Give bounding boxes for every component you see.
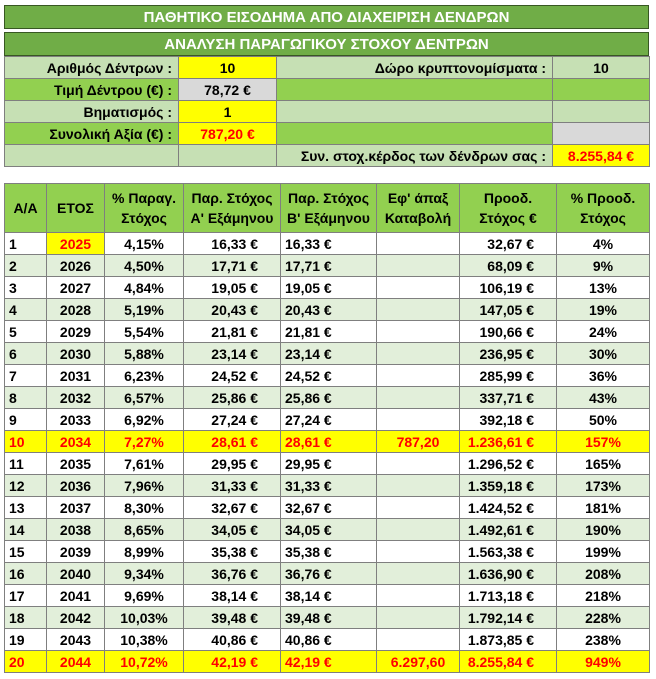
- cell-year[interactable]: 2029: [47, 321, 105, 343]
- cell-target-b[interactable]: 20,43 €: [281, 299, 377, 321]
- cell-percent[interactable]: 10,03%: [105, 607, 184, 629]
- cell-progressive-percent[interactable]: 9%: [557, 255, 650, 277]
- cell-year[interactable]: 2031: [47, 365, 105, 387]
- cell-index[interactable]: 1: [5, 233, 47, 255]
- table-row: [5, 255, 650, 277]
- cell-year[interactable]: 2044: [47, 651, 105, 673]
- cell-target-b[interactable]: 23,14 €: [281, 343, 377, 365]
- cell-target-a[interactable]: 34,05 €: [184, 519, 281, 541]
- cell-index[interactable]: 3: [5, 277, 47, 299]
- price-label: Τιμή Δέντρου (€) :: [5, 79, 179, 101]
- cell-percent[interactable]: 5,54%: [105, 321, 184, 343]
- cell-target-b[interactable]: 16,33 €: [281, 233, 377, 255]
- cell-target-b[interactable]: 25,86 €: [281, 387, 377, 409]
- cell-target-a[interactable]: 24,52 €: [184, 365, 281, 387]
- cell-year[interactable]: 2027: [47, 277, 105, 299]
- total-label: Συνολική Αξία (€) :: [5, 123, 179, 145]
- cell-progressive[interactable]: 190,66 €: [460, 321, 557, 343]
- cell-year[interactable]: 2026: [47, 255, 105, 277]
- cell-progressive[interactable]: 68,09 €: [460, 255, 557, 277]
- cell-lump-sum[interactable]: [377, 387, 460, 409]
- cell-progressive-percent[interactable]: 218%: [557, 585, 650, 607]
- cell-percent[interactable]: 4,15%: [105, 233, 184, 255]
- cell-progressive-percent[interactable]: 43%: [557, 387, 650, 409]
- cell-target-a[interactable]: 32,67 €: [184, 497, 281, 519]
- cell-target-b[interactable]: 17,71 €: [281, 255, 377, 277]
- header-percent: % Παραγ. Στόχος: [105, 184, 184, 233]
- page-title: ΠΑΘΗΤΙΚΟ ΕΙΣΟΔΗΜΑ ΑΠΟ ΔΙΑΧΕΙΡΙΣΗ ΔΕΝΔΡΩΝ: [4, 5, 649, 29]
- profit-value: 8.255,84 €: [553, 145, 650, 167]
- cell-index[interactable]: 19: [5, 629, 47, 651]
- cell-target-a[interactable]: 16,33 €: [184, 233, 281, 255]
- cell-progressive-percent[interactable]: 208%: [557, 563, 650, 585]
- cell-target-a[interactable]: 17,71 €: [184, 255, 281, 277]
- table-row: [5, 321, 650, 343]
- cell-year[interactable]: 2043: [47, 629, 105, 651]
- summary-table: [4, 56, 650, 167]
- cell-year[interactable]: 2025: [47, 233, 105, 255]
- header-lump-sum: Εφ' άπαξ Καταβολή: [377, 184, 460, 233]
- empty-cell: [179, 145, 277, 167]
- cell-lump-sum[interactable]: [377, 541, 460, 563]
- cell-percent[interactable]: 7,96%: [105, 475, 184, 497]
- cell-index[interactable]: 15: [5, 541, 47, 563]
- cell-target-a[interactable]: 25,86 €: [184, 387, 281, 409]
- cell-target-b[interactable]: 42,19 €: [281, 651, 377, 673]
- cell-lump-sum[interactable]: [377, 299, 460, 321]
- table-row: [5, 585, 650, 607]
- cell-target-b[interactable]: 31,33 €: [281, 475, 377, 497]
- page-subtitle: ΑΝΑΛΥΣΗ ΠΑΡΑΓΩΓΙΚΟΥ ΣΤΟΧΟΥ ΔΕΝΤΡΩΝ: [4, 32, 649, 56]
- price-value: 78,72 €: [179, 79, 277, 101]
- table-row: [5, 629, 650, 651]
- table-row: [5, 475, 650, 497]
- table-row: [5, 343, 650, 365]
- cell-progressive-percent[interactable]: 238%: [557, 629, 650, 651]
- table-row: [5, 497, 650, 519]
- cell-target-b[interactable]: 24,52 €: [281, 365, 377, 387]
- cell-progressive-percent[interactable]: 24%: [557, 321, 650, 343]
- cell-target-a[interactable]: 35,38 €: [184, 541, 281, 563]
- cell-progressive-percent[interactable]: 13%: [557, 277, 650, 299]
- cell-lump-sum[interactable]: [377, 233, 460, 255]
- cell-progressive-percent[interactable]: 181%: [557, 497, 650, 519]
- cell-percent[interactable]: 7,61%: [105, 453, 184, 475]
- cell-progressive[interactable]: 1.492,61 €: [460, 519, 557, 541]
- empty-cell: [553, 79, 650, 101]
- cell-lump-sum[interactable]: [377, 497, 460, 519]
- trees-label: Αριθμός Δέντρων :: [5, 57, 179, 79]
- cell-target-b[interactable]: 27,24 €: [281, 409, 377, 431]
- cell-index[interactable]: 12: [5, 475, 47, 497]
- cell-progressive[interactable]: 1.236,61 €: [460, 431, 557, 453]
- cell-lump-sum[interactable]: [377, 409, 460, 431]
- header-progressive-percent: % Προοδ. Στόχος: [557, 184, 650, 233]
- cell-percent[interactable]: 6,92%: [105, 409, 184, 431]
- cell-percent[interactable]: 10,72%: [105, 651, 184, 673]
- cell-progressive-percent[interactable]: 949%: [557, 651, 650, 673]
- header-progressive: Προοδ. Στόχος €: [460, 184, 557, 233]
- cell-progressive[interactable]: 106,19 €: [460, 277, 557, 299]
- table-row: [5, 453, 650, 475]
- projection-table: [4, 183, 650, 673]
- cell-year[interactable]: 2030: [47, 343, 105, 365]
- cell-percent[interactable]: 9,69%: [105, 585, 184, 607]
- cell-percent[interactable]: 8,30%: [105, 497, 184, 519]
- cell-year[interactable]: 2034: [47, 431, 105, 453]
- cell-lump-sum[interactable]: [377, 321, 460, 343]
- cell-target-b[interactable]: 32,67 €: [281, 497, 377, 519]
- empty-cell: [277, 79, 553, 101]
- cell-target-a[interactable]: 23,14 €: [184, 343, 281, 365]
- table-row: [5, 365, 650, 387]
- cell-progressive[interactable]: 1.359,18 €: [460, 475, 557, 497]
- cell-target-b[interactable]: 34,05 €: [281, 519, 377, 541]
- cell-target-a[interactable]: 29,95 €: [184, 453, 281, 475]
- cell-percent[interactable]: 6,23%: [105, 365, 184, 387]
- cell-year[interactable]: 2028: [47, 299, 105, 321]
- cell-year[interactable]: 2042: [47, 607, 105, 629]
- cell-progressive[interactable]: 285,99 €: [460, 365, 557, 387]
- cell-progressive[interactable]: 1.792,14 €: [460, 607, 557, 629]
- cell-lump-sum[interactable]: [377, 453, 460, 475]
- cell-lump-sum[interactable]: [377, 365, 460, 387]
- table-row: [5, 387, 650, 409]
- cell-year[interactable]: 2038: [47, 519, 105, 541]
- cell-lump-sum[interactable]: [377, 255, 460, 277]
- cell-progressive[interactable]: 147,05 €: [460, 299, 557, 321]
- cell-progressive[interactable]: 1.424,52 €: [460, 497, 557, 519]
- empty-cell: [553, 123, 650, 145]
- step-label: Βηματισμός :: [5, 101, 179, 123]
- cell-percent[interactable]: 4,84%: [105, 277, 184, 299]
- cell-lump-sum[interactable]: [377, 629, 460, 651]
- table-row: [5, 563, 650, 585]
- cell-progressive-percent[interactable]: 30%: [557, 343, 650, 365]
- table-row: [5, 233, 650, 255]
- cell-target-a[interactable]: 39,48 €: [184, 607, 281, 629]
- trees-value[interactable]: 10: [179, 57, 277, 79]
- cell-index[interactable]: 17: [5, 585, 47, 607]
- header-target-b: Παρ. Στόχος Β' Εξάμηνου: [281, 184, 377, 233]
- cell-target-b[interactable]: 40,86 €: [281, 629, 377, 651]
- cell-index[interactable]: 2: [5, 255, 47, 277]
- cell-progressive[interactable]: 1.873,85 €: [460, 629, 557, 651]
- cell-lump-sum[interactable]: [377, 277, 460, 299]
- cell-target-b[interactable]: 21,81 €: [281, 321, 377, 343]
- cell-year[interactable]: 2040: [47, 563, 105, 585]
- cell-target-b[interactable]: 19,05 €: [281, 277, 377, 299]
- cell-progressive[interactable]: 236,95 €: [460, 343, 557, 365]
- empty-cell: [277, 101, 553, 123]
- cell-index[interactable]: 13: [5, 497, 47, 519]
- cell-year[interactable]: 2036: [47, 475, 105, 497]
- cell-progressive-percent[interactable]: 228%: [557, 607, 650, 629]
- step-value[interactable]: 1: [179, 101, 277, 123]
- cell-target-a[interactable]: 31,33 €: [184, 475, 281, 497]
- cell-year[interactable]: 2033: [47, 409, 105, 431]
- cell-year[interactable]: 2032: [47, 387, 105, 409]
- table-row: [5, 651, 650, 673]
- cell-index[interactable]: 18: [5, 607, 47, 629]
- table-row: [5, 277, 650, 299]
- cell-lump-sum[interactable]: [377, 475, 460, 497]
- cell-index[interactable]: 10: [5, 431, 47, 453]
- cell-percent[interactable]: 4,50%: [105, 255, 184, 277]
- cell-progressive[interactable]: 392,18 €: [460, 409, 557, 431]
- cell-progressive-percent[interactable]: 173%: [557, 475, 650, 497]
- cell-percent[interactable]: 5,88%: [105, 343, 184, 365]
- cell-target-a[interactable]: 40,86 €: [184, 629, 281, 651]
- table-header-row: [5, 184, 650, 233]
- empty-cell: [553, 101, 650, 123]
- cell-index[interactable]: 16: [5, 563, 47, 585]
- cell-progressive-percent[interactable]: 165%: [557, 453, 650, 475]
- cell-progressive-percent[interactable]: 50%: [557, 409, 650, 431]
- cell-year[interactable]: 2041: [47, 585, 105, 607]
- cell-target-a[interactable]: 21,81 €: [184, 321, 281, 343]
- cell-target-a[interactable]: 42,19 €: [184, 651, 281, 673]
- header-index: Α/Α: [5, 184, 47, 233]
- table-row: [5, 541, 650, 563]
- cell-target-b[interactable]: 28,61 €: [281, 431, 377, 453]
- cell-lump-sum[interactable]: 6.297,60: [377, 651, 460, 673]
- cell-percent[interactable]: 8,65%: [105, 519, 184, 541]
- table-row: [5, 431, 650, 453]
- cell-percent[interactable]: 7,27%: [105, 431, 184, 453]
- table-row: [5, 519, 650, 541]
- table-row: [5, 299, 650, 321]
- cell-index[interactable]: 14: [5, 519, 47, 541]
- cell-lump-sum[interactable]: [377, 585, 460, 607]
- cell-percent[interactable]: 8,99%: [105, 541, 184, 563]
- table-row: [5, 409, 650, 431]
- cell-index[interactable]: 11: [5, 453, 47, 475]
- cell-percent[interactable]: 9,34%: [105, 563, 184, 585]
- cell-lump-sum[interactable]: [377, 343, 460, 365]
- cell-progressive[interactable]: 32,67 €: [460, 233, 557, 255]
- cell-index[interactable]: 6: [5, 343, 47, 365]
- total-value: 787,20 €: [179, 123, 277, 145]
- cell-progressive[interactable]: 1.563,38 €: [460, 541, 557, 563]
- cell-index[interactable]: 9: [5, 409, 47, 431]
- profit-label: Συν. στοχ.κέρδος των δένδρων σας :: [277, 145, 553, 167]
- cell-index[interactable]: 5: [5, 321, 47, 343]
- cell-index[interactable]: 20: [5, 651, 47, 673]
- cell-progressive-percent[interactable]: 157%: [557, 431, 650, 453]
- cell-target-b[interactable]: 35,38 €: [281, 541, 377, 563]
- cell-target-b[interactable]: 38,14 €: [281, 585, 377, 607]
- cell-progressive[interactable]: 8.255,84 €: [460, 651, 557, 673]
- empty-cell: [277, 123, 553, 145]
- cell-percent[interactable]: 5,19%: [105, 299, 184, 321]
- cell-target-b[interactable]: 39,48 €: [281, 607, 377, 629]
- header-year: ΕΤΟΣ: [47, 184, 105, 233]
- cell-progressive[interactable]: 1.296,52 €: [460, 453, 557, 475]
- cell-target-a[interactable]: 20,43 €: [184, 299, 281, 321]
- cell-progressive-percent[interactable]: 36%: [557, 365, 650, 387]
- cell-year[interactable]: 2039: [47, 541, 105, 563]
- cell-target-b[interactable]: 36,76 €: [281, 563, 377, 585]
- cell-index[interactable]: 4: [5, 299, 47, 321]
- cell-target-a[interactable]: 27,24 €: [184, 409, 281, 431]
- gift-label: Δώρο κρυπτονομίσματα :: [277, 57, 553, 79]
- gift-value[interactable]: 10: [553, 57, 650, 79]
- cell-target-a[interactable]: 38,14 €: [184, 585, 281, 607]
- header-target-a: Παρ. Στόχος Α' Εξάμηνου: [184, 184, 281, 233]
- cell-index[interactable]: 8: [5, 387, 47, 409]
- cell-index[interactable]: 7: [5, 365, 47, 387]
- cell-percent[interactable]: 10,38%: [105, 629, 184, 651]
- empty-cell: [5, 145, 179, 167]
- cell-progressive-percent[interactable]: 190%: [557, 519, 650, 541]
- cell-progressive-percent[interactable]: 19%: [557, 299, 650, 321]
- cell-year[interactable]: 2037: [47, 497, 105, 519]
- cell-lump-sum[interactable]: 787,20: [377, 431, 460, 453]
- cell-progressive-percent[interactable]: 199%: [557, 541, 650, 563]
- cell-target-a[interactable]: 36,76 €: [184, 563, 281, 585]
- cell-year[interactable]: 2035: [47, 453, 105, 475]
- cell-lump-sum[interactable]: [377, 607, 460, 629]
- cell-lump-sum[interactable]: [377, 563, 460, 585]
- cell-progressive-percent[interactable]: 4%: [557, 233, 650, 255]
- cell-progressive[interactable]: 337,71 €: [460, 387, 557, 409]
- table-row: [5, 607, 650, 629]
- cell-lump-sum[interactable]: [377, 519, 460, 541]
- cell-target-a[interactable]: 28,61 €: [184, 431, 281, 453]
- cell-percent[interactable]: 6,57%: [105, 387, 184, 409]
- cell-target-a[interactable]: 19,05 €: [184, 277, 281, 299]
- cell-progressive[interactable]: 1.713,18 €: [460, 585, 557, 607]
- cell-target-b[interactable]: 29,95 €: [281, 453, 377, 475]
- cell-progressive[interactable]: 1.636,90 €: [460, 563, 557, 585]
